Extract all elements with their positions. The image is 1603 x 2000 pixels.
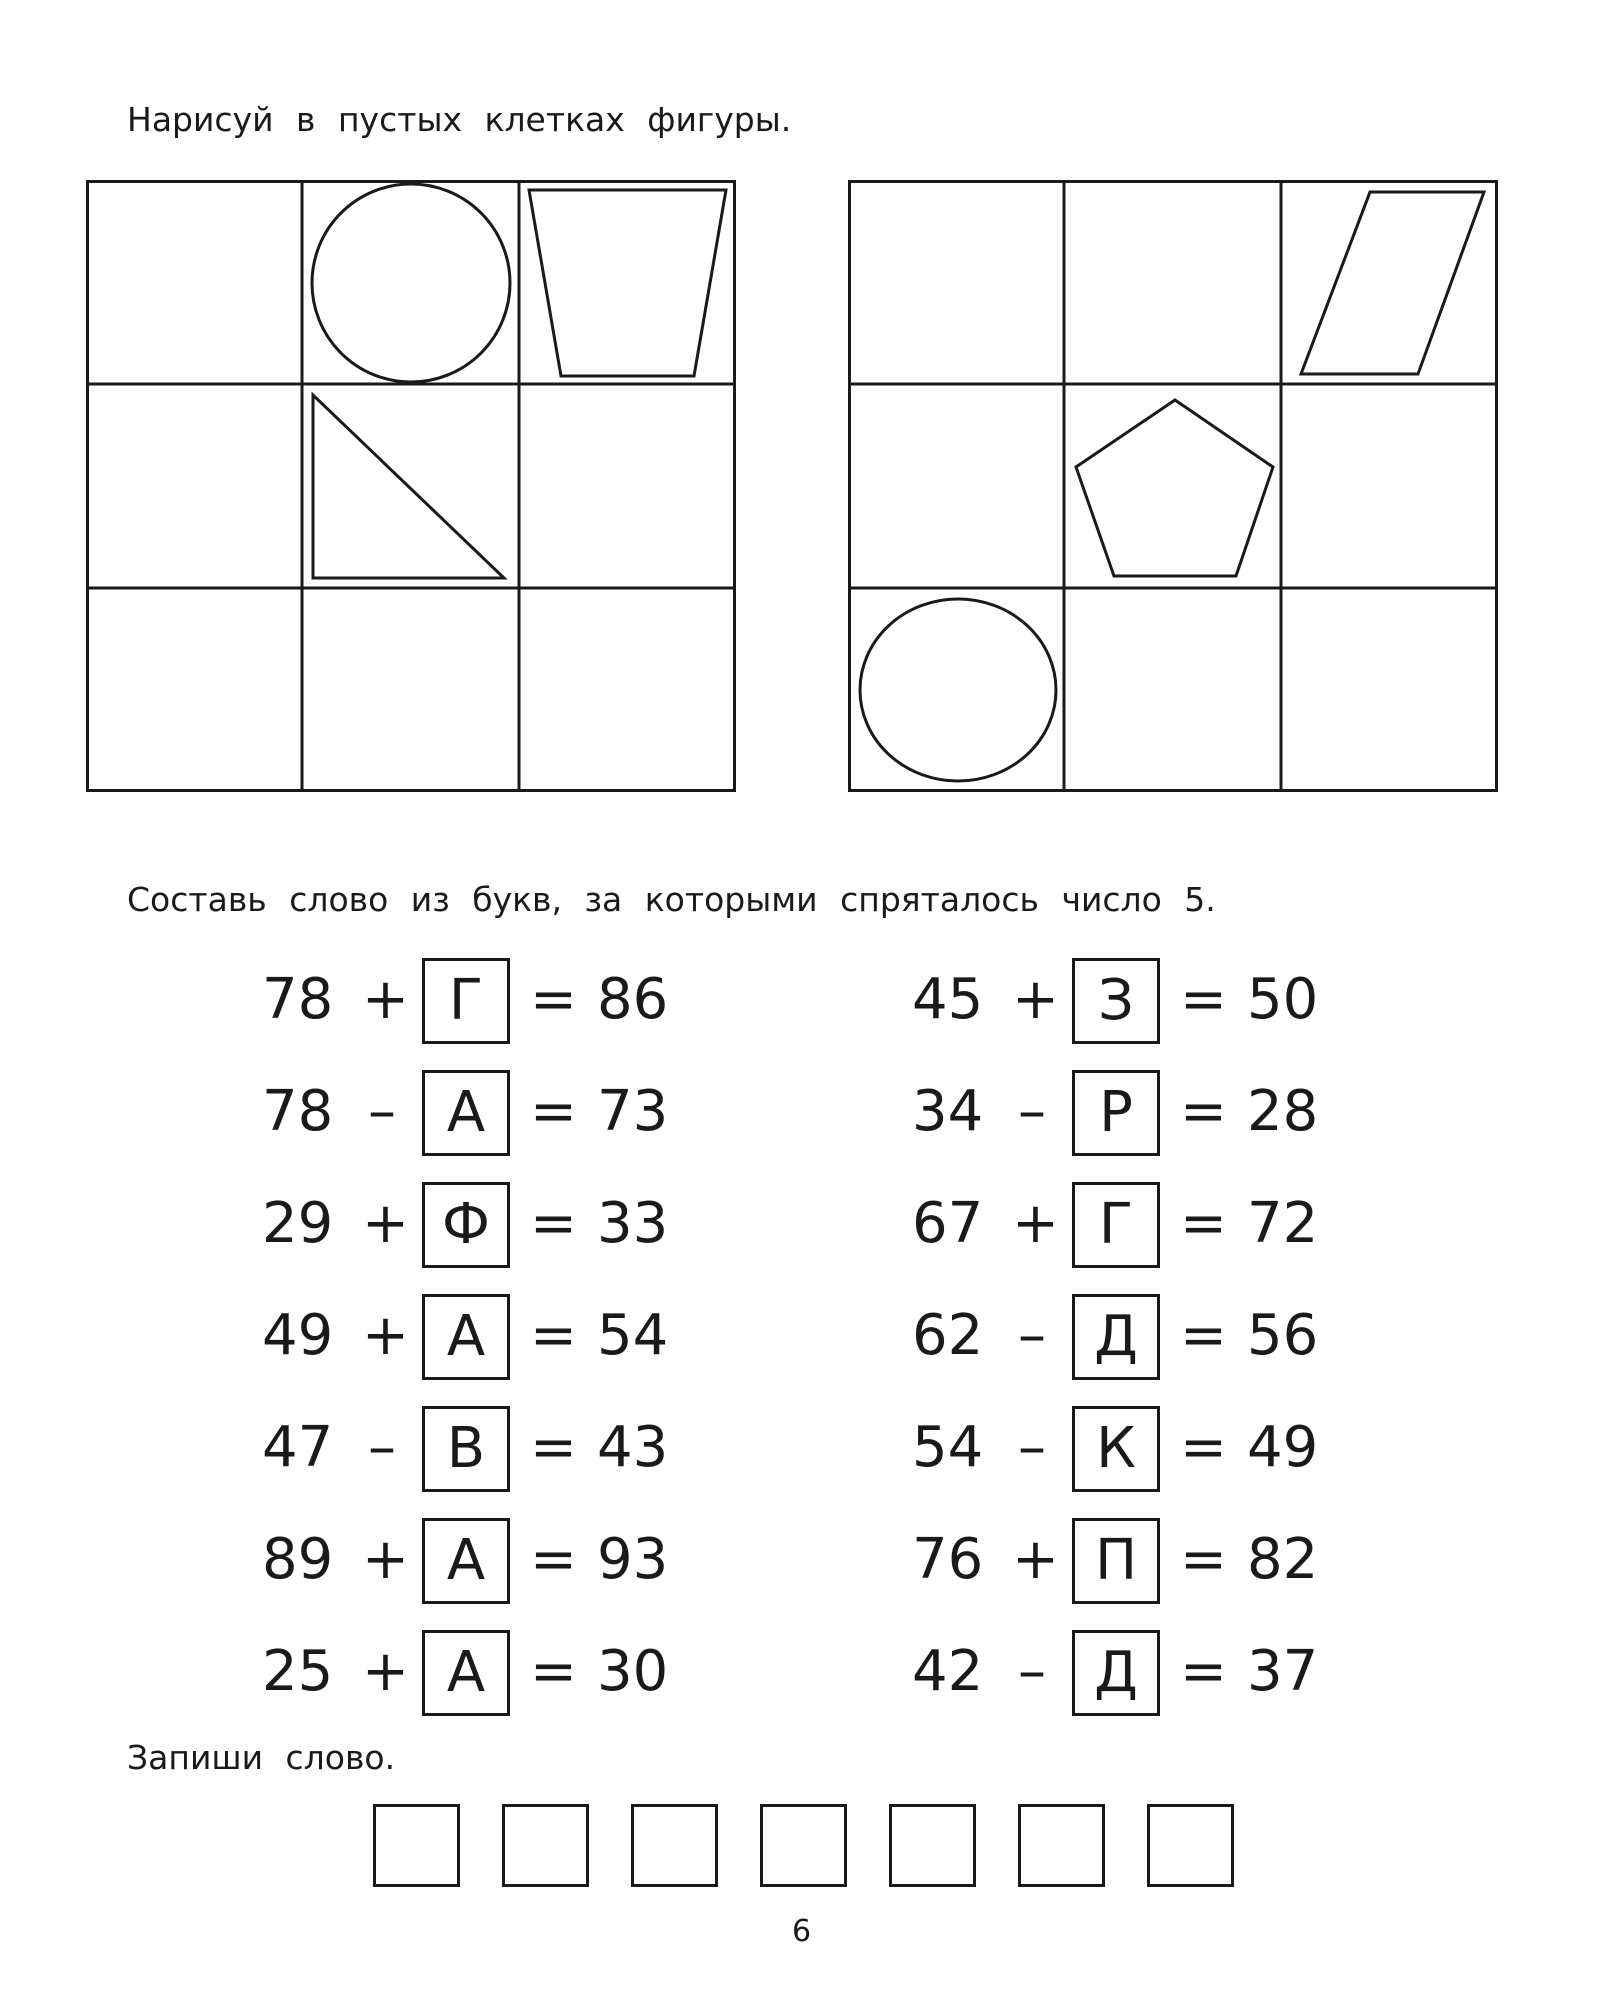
result: 86 [597, 967, 669, 1032]
trapezoid-shape [529, 190, 726, 376]
result: 72 [1247, 1191, 1319, 1256]
shape-grid-left [86, 180, 736, 792]
instruction-make-word: Составь слово из букв, за которыми спряталось число 5. [127, 880, 1216, 919]
operator: + [1012, 967, 1059, 1032]
operator: – [1018, 1079, 1046, 1144]
shape-grid-right [848, 180, 1498, 792]
result: 73 [597, 1079, 669, 1144]
answer-box[interactable] [760, 1804, 847, 1887]
equals-sign: = [1180, 967, 1227, 1032]
equals-sign: = [1180, 1527, 1227, 1592]
result: 49 [1247, 1415, 1319, 1480]
letter-box: А [422, 1518, 510, 1604]
operator: – [1018, 1415, 1046, 1480]
equals-sign: = [1180, 1191, 1227, 1256]
operand: 34 [912, 1079, 984, 1144]
circle-shape [312, 184, 510, 382]
result: 30 [597, 1639, 669, 1704]
equation-row [262, 1630, 702, 1742]
parallelogram-shape [1301, 192, 1484, 374]
letter-box: З [1072, 958, 1160, 1044]
equation-row [912, 958, 1352, 1070]
instruction-write-word: Запиши слово. [127, 1738, 396, 1777]
answer-box[interactable] [889, 1804, 976, 1887]
result: 50 [1247, 967, 1319, 1032]
equals-sign: = [530, 1415, 577, 1480]
letter-box: А [422, 1630, 510, 1716]
result: 54 [597, 1303, 669, 1368]
letter-box: Г [1072, 1182, 1160, 1268]
letter-box: Г [422, 958, 510, 1044]
equation-row [912, 1406, 1352, 1518]
answer-box[interactable] [373, 1804, 460, 1887]
page-number: 6 [791, 1914, 812, 1949]
operator: + [362, 1191, 409, 1256]
operator: + [1012, 1191, 1059, 1256]
letter-box: Д [1072, 1294, 1160, 1380]
equation-row [912, 1182, 1352, 1294]
instruction-draw-shapes: Нарисуй в пустых клетках фигуры. [127, 100, 792, 139]
operand: 78 [262, 1079, 334, 1144]
equation-row [262, 1182, 702, 1294]
operand: 25 [262, 1639, 334, 1704]
operand: 54 [912, 1415, 984, 1480]
equation-row [912, 1294, 1352, 1406]
operator: – [1018, 1639, 1046, 1704]
equation-row [262, 1070, 702, 1182]
operand: 76 [912, 1527, 984, 1592]
equals-sign: = [1180, 1079, 1227, 1144]
operator: – [368, 1079, 396, 1144]
operator: + [362, 1303, 409, 1368]
grid-border [850, 182, 1497, 791]
operator: + [362, 1527, 409, 1592]
equation-row [262, 1406, 702, 1518]
result: 82 [1247, 1527, 1319, 1592]
letter-box: А [422, 1070, 510, 1156]
equals-sign: = [530, 967, 577, 1032]
answer-box[interactable] [1018, 1804, 1105, 1887]
letter-box: Ф [422, 1182, 510, 1268]
operand: 42 [912, 1639, 984, 1704]
operand: 62 [912, 1303, 984, 1368]
equals-sign: = [530, 1079, 577, 1144]
right-triangle-shape [313, 395, 504, 578]
answer-box[interactable] [631, 1804, 718, 1887]
letter-box: Р [1072, 1070, 1160, 1156]
operand: 45 [912, 967, 984, 1032]
circle-shape [860, 599, 1056, 781]
letter-box: А [422, 1294, 510, 1380]
equation-row [262, 958, 702, 1070]
result: 93 [597, 1527, 669, 1592]
letter-box: П [1072, 1518, 1160, 1604]
equals-sign: = [1180, 1415, 1227, 1480]
equation-row [262, 1518, 702, 1630]
equals-sign: = [530, 1639, 577, 1704]
equation-row [912, 1518, 1352, 1630]
result: 37 [1247, 1639, 1319, 1704]
result: 33 [597, 1191, 669, 1256]
equals-sign: = [1180, 1303, 1227, 1368]
equals-sign: = [530, 1191, 577, 1256]
equation-row [912, 1070, 1352, 1182]
equations-right-column [912, 958, 1352, 1742]
operator: – [368, 1415, 396, 1480]
operator: + [1012, 1527, 1059, 1592]
operand: 29 [262, 1191, 334, 1256]
result: 28 [1247, 1079, 1319, 1144]
equals-sign: = [1180, 1639, 1227, 1704]
operand: 49 [262, 1303, 334, 1368]
operator: – [1018, 1303, 1046, 1368]
equals-sign: = [530, 1527, 577, 1592]
result: 56 [1247, 1303, 1319, 1368]
operand: 78 [262, 967, 334, 1032]
answer-boxes [373, 1804, 1234, 1887]
equations-left-column [262, 958, 702, 1742]
operator: + [362, 1639, 409, 1704]
pentagon-shape [1076, 400, 1273, 576]
operand: 89 [262, 1527, 334, 1592]
equals-sign: = [530, 1303, 577, 1368]
operand: 47 [262, 1415, 334, 1480]
result: 43 [597, 1415, 669, 1480]
answer-box[interactable] [502, 1804, 589, 1887]
operator: + [362, 967, 409, 1032]
grid-border [88, 182, 735, 791]
letter-box: Д [1072, 1630, 1160, 1716]
letter-box: К [1072, 1406, 1160, 1492]
operand: 67 [912, 1191, 984, 1256]
equation-row [262, 1294, 702, 1406]
equation-row [912, 1630, 1352, 1742]
answer-box[interactable] [1147, 1804, 1234, 1887]
letter-box: В [422, 1406, 510, 1492]
